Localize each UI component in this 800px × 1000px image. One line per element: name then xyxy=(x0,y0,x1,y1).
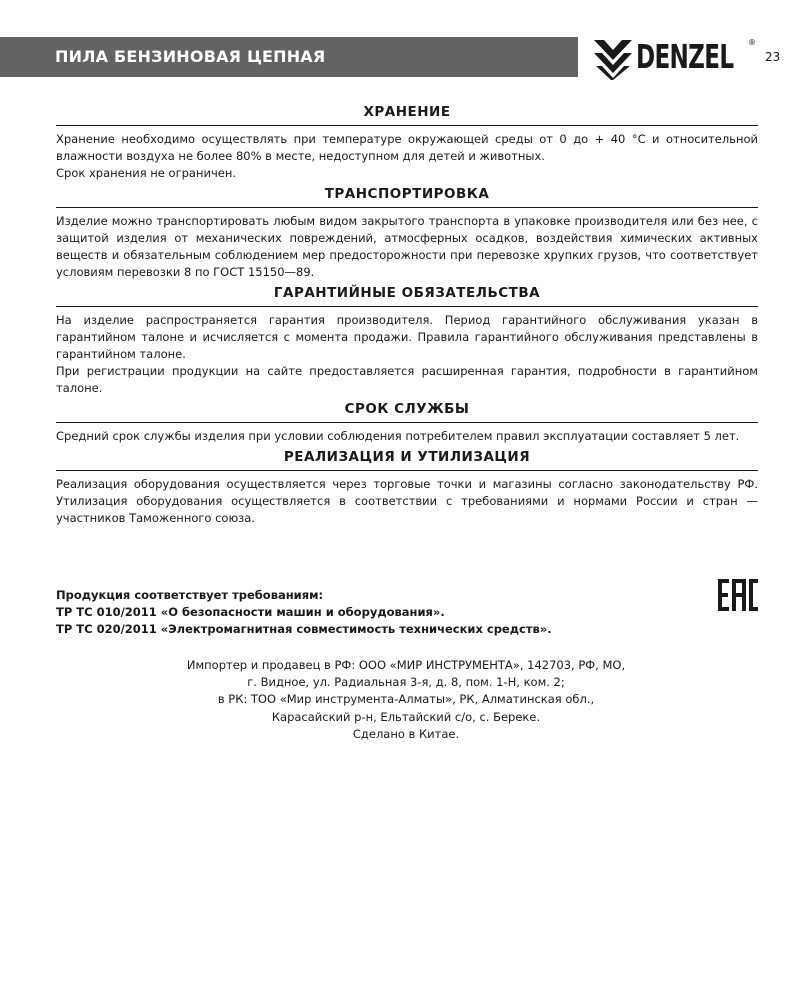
section-paragraph: На изделие распространяется гарантия производителя. Период гарантийного обслуживания указан в гарантийном талоне и исчисляется с момента продажи. Правила гарантийного обслуживания представлены в гарантийном талоне. xyxy=(56,313,758,361)
importer-info xyxy=(56,657,756,743)
section-disposal xyxy=(56,447,758,527)
section-paragraph: Средний срок службы изделия при условии соблюдения потребителем правил эксплуатации составляет 5 лет. xyxy=(56,429,740,443)
importer-line: Импортер и продавец в РФ: ООО «МИР ИНСТРУМЕНТА», 142703, РФ, МО, xyxy=(186,658,626,672)
header-title-bar xyxy=(0,37,578,77)
compliance-line: ТР ТС 020/2011 «Электромагнитная совместимость технических средств». xyxy=(56,622,552,636)
section-storage xyxy=(56,102,758,182)
section-divider xyxy=(56,125,758,126)
section-title: ТРАНСПОРТИРОВКА xyxy=(324,186,490,202)
section-paragraph: Срок хранения не ограничен. xyxy=(56,166,236,180)
importer-line: г. Видное, ул. Радиальная 3-я, д. 8, пом. 1-Н, ком. 2; xyxy=(247,675,565,690)
section-divider xyxy=(56,207,758,208)
section-paragraph: Хранение необходимо осуществлять при температуре окружающей среды от 0 до + 40 °С и относительной влажности воздуха не более 80% в месте, недоступном для детей и животных. xyxy=(56,132,758,163)
importer-line: Карасайский р-н, Ельтайский с/о, с. Береке. xyxy=(271,709,541,724)
section-title: ГАРАНТИЙНЫЕ ОБЯЗАТЕЛЬСТВА xyxy=(273,285,541,301)
section-title: ХРАНЕНИЕ xyxy=(363,104,451,120)
section-title: СРОК СЛУЖБЫ xyxy=(344,401,470,417)
page-number: 23 xyxy=(765,50,781,64)
compliance-heading: Продукция соответствует требованиям: xyxy=(56,588,324,602)
logo-emblem-icon xyxy=(594,36,634,80)
document-title: ПИЛА БЕНЗИНОВАЯ ЦЕПНАЯ xyxy=(55,47,326,66)
brand-logo xyxy=(594,36,760,80)
section-paragraph: Изделие можно транспортировать любым видом закрытого транспорта в упаковке производителя или без нее, с защитой изделия от механических повреждений, атмосферных осадков, воздействия химических активных веществ и обязательным соблюдением мер предосторожности при перевозке хрупких грузов, что соответствует условиям перевозки 8 по ГОСТ 15150—89. xyxy=(56,214,758,279)
section-title: РЕАЛИЗАЦИЯ И УТИЛИЗАЦИЯ xyxy=(283,449,531,465)
eac-mark-icon xyxy=(718,579,758,611)
section-service-life xyxy=(56,399,758,445)
compliance-line: ТР ТС 010/2011 «О безопасности машин и оборудования». xyxy=(56,605,445,619)
section-warranty xyxy=(56,283,758,397)
section-transport xyxy=(56,184,758,281)
importer-line: Сделано в Китае. xyxy=(352,726,460,741)
brand-name: DENZEL xyxy=(636,37,734,76)
section-paragraph: При регистрации продукции на сайте предоставляется расширенная гарантия, подробности в гарантийном талоне. xyxy=(56,364,758,395)
section-divider xyxy=(56,470,758,471)
section-divider xyxy=(56,422,758,423)
importer-line: в РК: ТОО «Мир инструмента-Алматы», РК, Алматинская обл., xyxy=(217,692,595,707)
section-paragraph: Реализация оборудования осуществляется через торговые точки и магазины согласно законодательству РФ. Утилизация оборудования осуществляется в соответствии с требованиями и нормами России и стран — участников Таможенного союза. xyxy=(56,477,758,525)
section-divider xyxy=(56,306,758,307)
compliance-block xyxy=(56,587,656,638)
registered-mark: ® xyxy=(748,38,756,47)
main-content xyxy=(56,102,758,527)
